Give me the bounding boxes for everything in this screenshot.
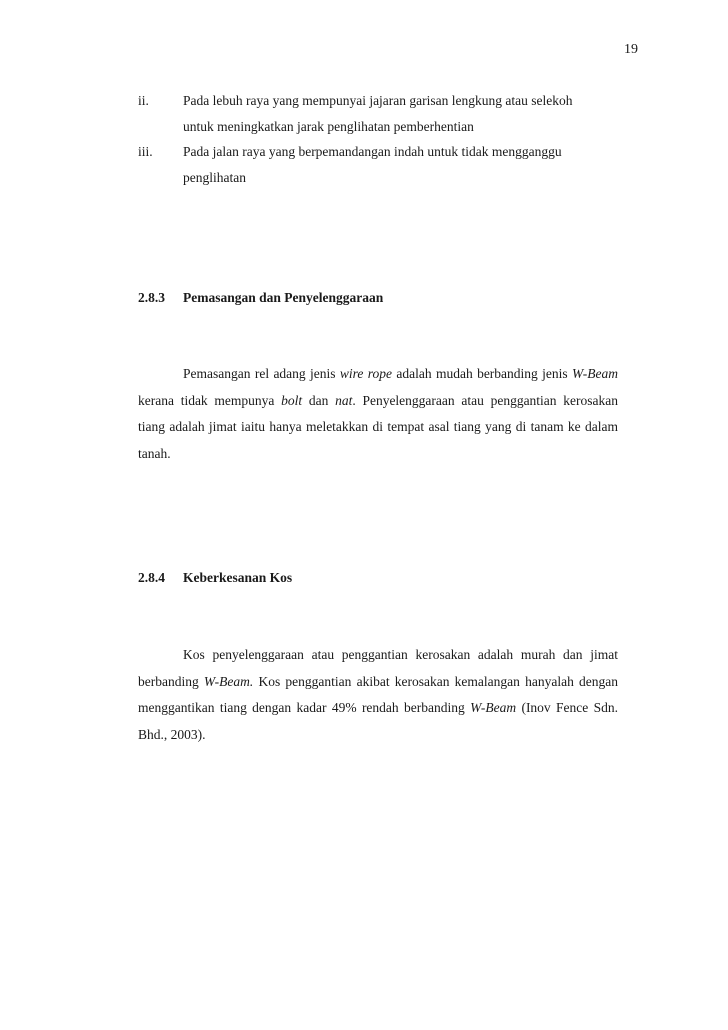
list-text-line: Pada jalan raya yang berpemandangan indah untuk tidak mengganggu: [183, 144, 562, 159]
list-item: [138, 88, 638, 140]
section-number: 2.8.3: [138, 290, 165, 305]
list-marker: iii.: [138, 144, 153, 159]
section-number: 2.8.4: [138, 570, 165, 585]
list-text-line: untuk meningkatkan jarak penglihatan pemberhentian: [183, 119, 474, 134]
list-text-line: Pada lebuh raya yang mempunyai jajaran garisan lengkung atau selekoh: [183, 93, 573, 108]
list-marker: ii.: [138, 93, 149, 108]
section-title: Keberkesanan Kos: [183, 570, 293, 585]
list-text-line: penglihatan: [183, 170, 246, 185]
list-item: [138, 139, 638, 191]
section-heading-2-8-3: [138, 290, 383, 306]
section-heading-2-8-4: [138, 570, 292, 586]
paragraph-2-8-4: Kos penyelenggaraan atau penggantian kerosakan adalah murah dan jimat berbanding W-Beam. Kos penggantian akibat kerosakan kemalangan hanyalah dengan menggantikan tiang dengan kadar 49% rendah berbanding W-Beam (Inov Fence Sdn. Bhd., 2003).: [138, 647, 619, 742]
section-title: Pemasangan dan Penyelenggaraan: [183, 290, 384, 305]
paragraph-2-8-3: Pemasangan rel adang jenis wire rope adalah mudah berbanding jenis W-Beam kerana tidak mempunya bolt dan nat. Penyelenggaraan atau penggantian kerosakan tiang adalah jimat iaitu hanya meletakkan di tempat asal tiang yang di tanam ke dalam tanah.: [138, 366, 619, 461]
page-number: 19: [624, 42, 638, 57]
